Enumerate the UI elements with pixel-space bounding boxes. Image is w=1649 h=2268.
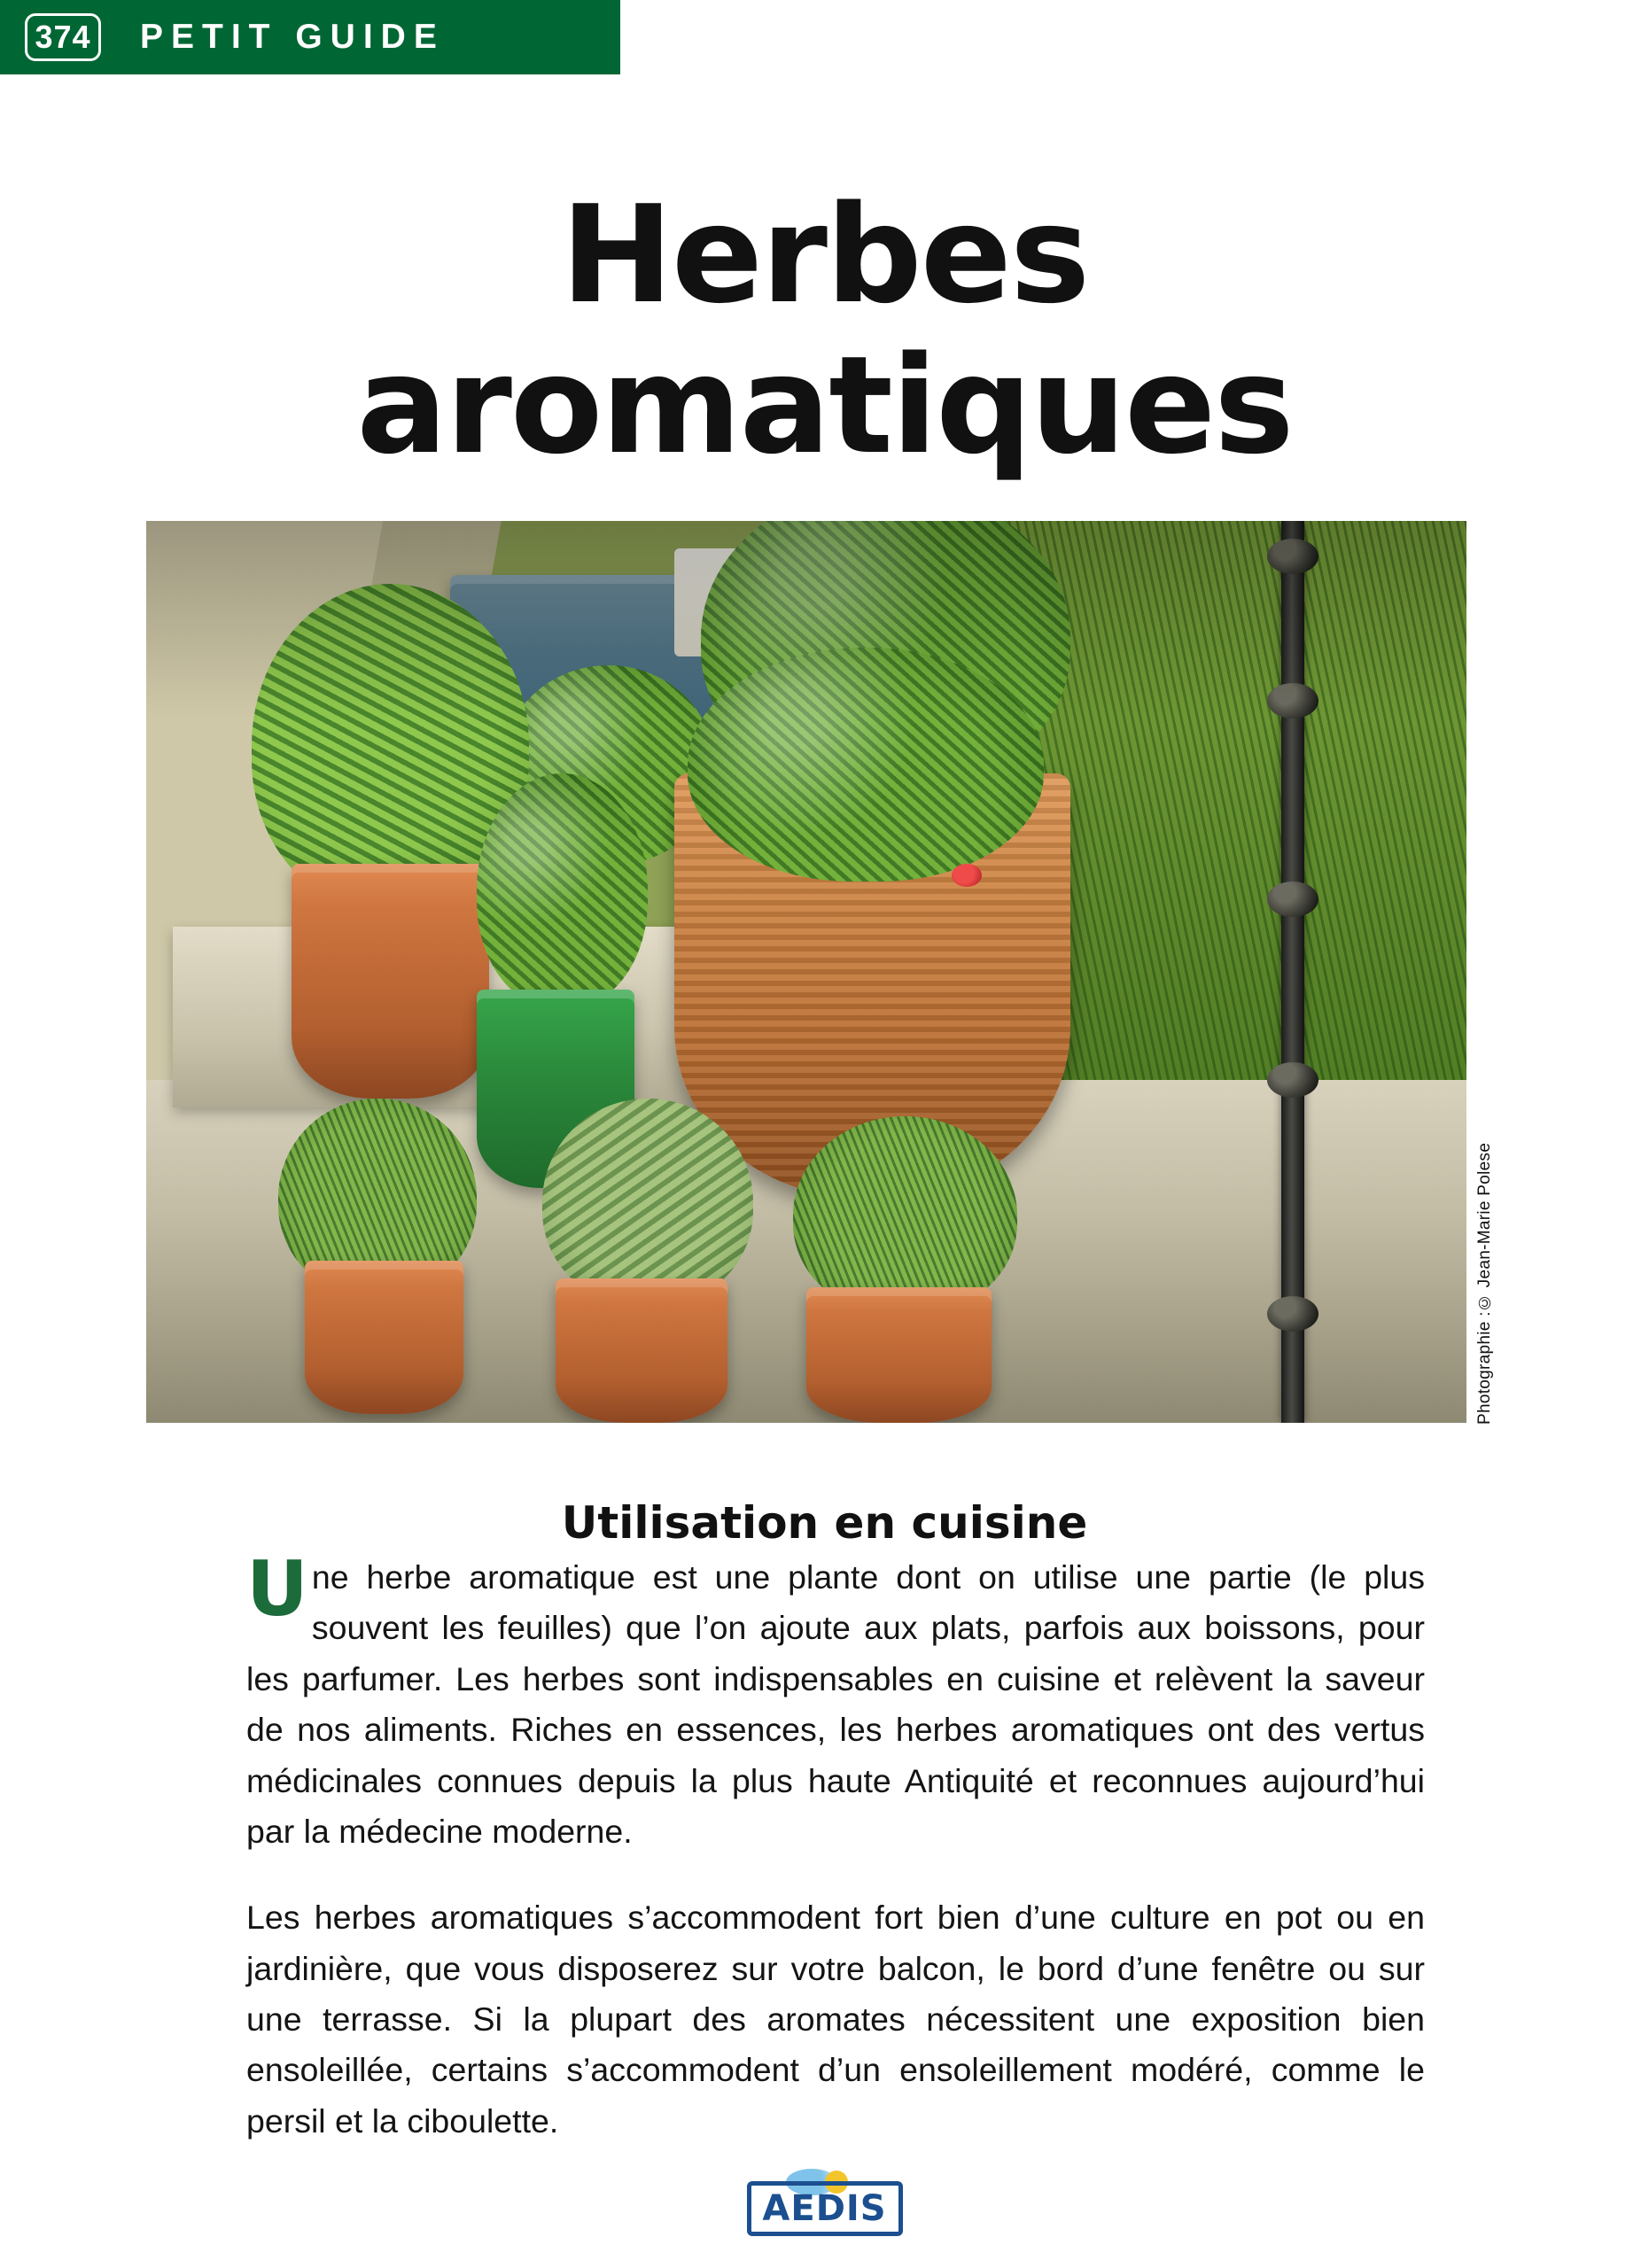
paragraph-1 (246, 1545, 1425, 1857)
paragraph-1-text: ne herbe aromatique est une plante dont on utilise une partie (le plus souvent les feuilles) que l’on ajoute aux plats, parfois aux boissons, pour les parfumer. Les herbes sont indispensables en cuisine et relèvent la saveur de nos aliments. Riches en essences, les herbes aromatiques ont des vertus médicinales connues depuis la plus haute Antiquité et reconnues aujourd’hui par la médecine moderne. (246, 1558, 1425, 1850)
photo-figure (146, 521, 1507, 1423)
body-text (246, 1545, 1425, 2147)
herb-pots-photo (146, 521, 1466, 1423)
page-title (0, 175, 1649, 484)
collection-title: PETIT GUIDE (140, 18, 445, 56)
photo-pot-rosemary (806, 1287, 992, 1423)
photo-red-flower (952, 864, 982, 887)
photo-top-shading (146, 521, 1466, 719)
photo-foliage-rosemary (793, 1116, 1017, 1315)
photo-pot-thyme (305, 1261, 463, 1414)
header-banner (0, 0, 620, 74)
photo-pot-basil (292, 864, 490, 1099)
photo-foliage-sage (542, 1099, 753, 1306)
photo-foliage-green-pot (477, 773, 649, 1008)
photo-railing-knob-lower (1267, 1062, 1318, 1098)
drop-cap: U (246, 1545, 308, 1634)
publisher-name: AEDIS (762, 2188, 887, 2229)
page-title-line-1: Herbes (560, 175, 1089, 333)
page-title-line-2: aromatiques (356, 326, 1293, 484)
paragraph-2 (246, 1892, 1425, 2147)
page-number-badge: 374 (25, 13, 101, 61)
photo-pot-sage (556, 1278, 727, 1423)
section-heading: Utilisation en cuisine (561, 1496, 1088, 1549)
photo-credit: Photographie :© Jean-Marie Polese (1475, 1142, 1494, 1425)
publisher-logo (747, 2169, 903, 2245)
paragraph-2-text: Les herbes aromatiques s’accommodent fort bien d’une culture en pot ou en jardinière, que vous disposerez sur votre balcon, le bord d’une fenêtre ou sur une terrasse. Si la plupart des aromates nécessitent une exposition bien ensoleillée, certains s’accommodent d’un ensoleillement modéré, comme le persil et la ciboulette. (246, 1899, 1425, 2140)
publisher-logo-frame (747, 2181, 903, 2236)
